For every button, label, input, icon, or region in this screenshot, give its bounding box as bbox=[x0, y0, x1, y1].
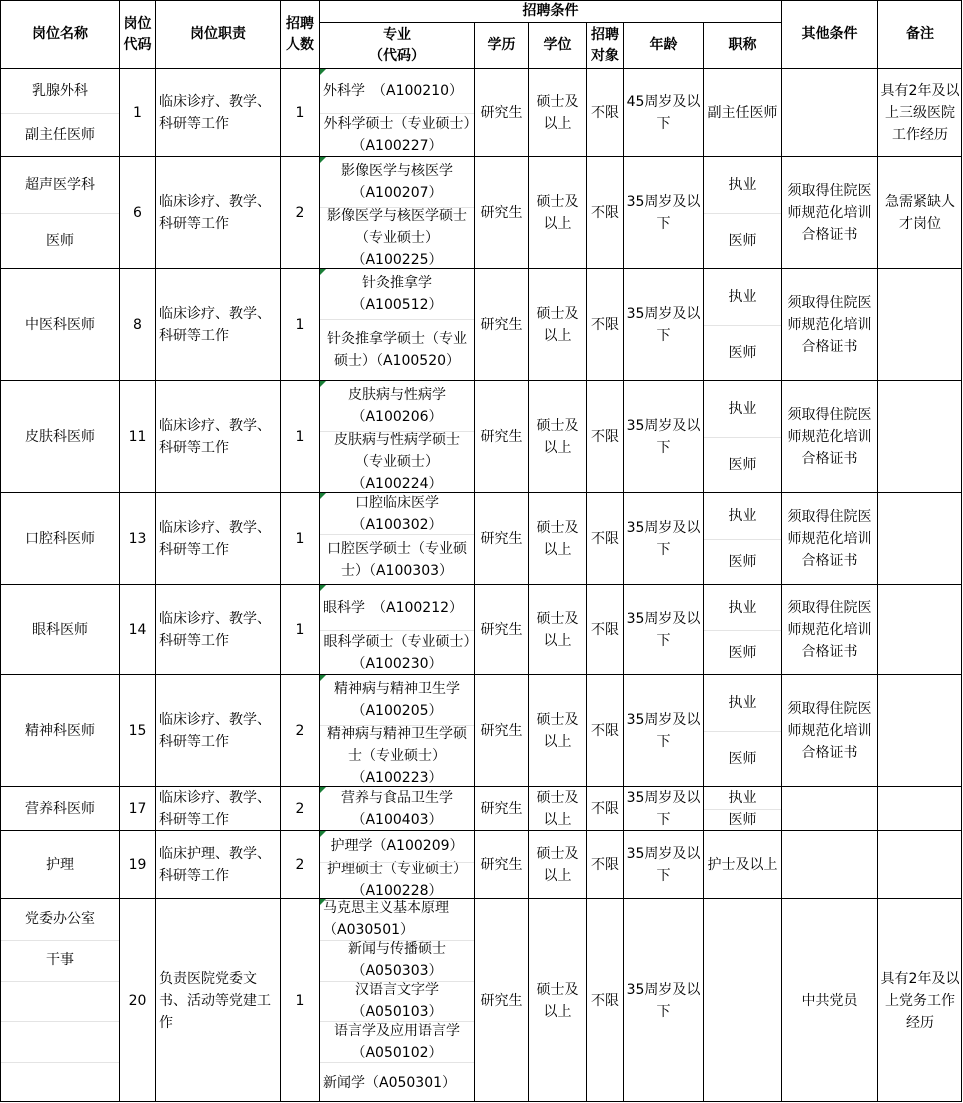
subrow-divider bbox=[704, 731, 781, 732]
title-part: 医师 bbox=[728, 233, 757, 249]
header-position-code: 岗位代码 bbox=[119, 0, 155, 68]
title-cell bbox=[703, 584, 781, 674]
subrow-divider bbox=[320, 1062, 474, 1063]
other-conditions bbox=[781, 68, 877, 156]
header-count: 招聘人数 bbox=[280, 0, 319, 68]
title-part: 医师 bbox=[728, 751, 757, 767]
major-entry: 口腔临床医学（A100302） bbox=[351, 494, 443, 533]
header-degree: 学位 bbox=[528, 22, 586, 68]
degree-value: 硕士及以上 bbox=[528, 786, 586, 830]
remark-text bbox=[877, 268, 962, 380]
subrow-divider bbox=[320, 207, 474, 208]
major-entry: 口腔医学硕士（专业硕士）（A100303） bbox=[327, 540, 467, 579]
duty-text: 临床诊疗、教学、科研等工作 bbox=[155, 268, 280, 380]
duty-text: 临床护理、教学、科研等工作 bbox=[155, 830, 280, 898]
remark-text: 急需紧缺人才岗位 bbox=[877, 156, 962, 268]
title-part: 执业 bbox=[728, 401, 757, 417]
position-code: 14 bbox=[119, 584, 155, 674]
position-name: 眼科医师 bbox=[32, 621, 88, 638]
title-part: 医师 bbox=[728, 812, 757, 828]
subrow-divider bbox=[320, 319, 474, 320]
hire-count: 1 bbox=[280, 68, 319, 156]
subrow-divider bbox=[320, 725, 474, 726]
target-value: 不限 bbox=[586, 830, 623, 898]
position-name-part: 副主任医师 bbox=[25, 127, 95, 143]
hire-count: 2 bbox=[280, 674, 319, 786]
hire-count: 1 bbox=[280, 492, 319, 584]
degree-value: 硕士及以上 bbox=[528, 830, 586, 898]
hire-count: 1 bbox=[280, 268, 319, 380]
position-code: 20 bbox=[119, 898, 155, 1102]
title-cell bbox=[703, 68, 781, 156]
position-code: 6 bbox=[119, 156, 155, 268]
other-conditions bbox=[781, 786, 877, 830]
position-name-cell bbox=[0, 830, 119, 898]
title-part: 医师 bbox=[728, 554, 757, 570]
position-code: 15 bbox=[119, 674, 155, 786]
position-name-part: 干事 bbox=[46, 952, 74, 969]
title-cell bbox=[703, 492, 781, 584]
major-entry: 精神病与精神卫生学（A100205） bbox=[334, 681, 460, 720]
duty-text: 临床诊疗、教学、科研等工作 bbox=[155, 68, 280, 156]
remark-text: 具有2年及以上三级医院工作经历 bbox=[877, 68, 962, 156]
header-title: 职称 bbox=[703, 22, 781, 68]
major-entry: 针灸推拿学硕士（专业硕士）（A100520） bbox=[327, 331, 467, 370]
target-value: 不限 bbox=[586, 68, 623, 156]
target-value: 不限 bbox=[586, 268, 623, 380]
major-entry: 马克思主义基本原理（A030501） bbox=[323, 900, 449, 939]
subrow-divider bbox=[320, 981, 474, 982]
position-name-part: 乳腺外科 bbox=[32, 83, 88, 99]
header-education: 学历 bbox=[474, 22, 528, 68]
major-entry: 眼科学 （A100212） bbox=[323, 599, 464, 616]
target-value: 不限 bbox=[586, 492, 623, 584]
title-cell bbox=[703, 674, 781, 786]
duty-text: 临床诊疗、教学、科研等工作 bbox=[155, 380, 280, 492]
duty-text: 临床诊疗、教学、科研等工作 bbox=[155, 156, 280, 268]
major-cell bbox=[319, 786, 474, 830]
title-cell bbox=[703, 830, 781, 898]
major-cell bbox=[319, 898, 474, 1102]
degree-value: 硕士及以上 bbox=[528, 492, 586, 584]
major-entry: 眼科学硕士（专业硕士）（A100230） bbox=[323, 633, 471, 672]
remark-text bbox=[877, 492, 962, 584]
header-conditions: 招聘条件 bbox=[319, 0, 781, 22]
subrow-divider bbox=[704, 809, 781, 810]
subrow-divider bbox=[704, 213, 781, 214]
position-name: 护理 bbox=[46, 856, 74, 873]
major-cell bbox=[319, 492, 474, 584]
remark-text bbox=[877, 830, 962, 898]
target-value: 不限 bbox=[586, 786, 623, 830]
target-value: 不限 bbox=[586, 898, 623, 1102]
education-value: 研究生 bbox=[474, 898, 528, 1102]
header-position-name: 岗位名称 bbox=[0, 0, 119, 68]
major-entry: 新闻学（A050301） bbox=[323, 1074, 457, 1091]
age-value: 35周岁及以下 bbox=[623, 156, 703, 268]
position-code: 19 bbox=[119, 830, 155, 898]
degree-value: 硕士及以上 bbox=[528, 156, 586, 268]
major-cell bbox=[319, 830, 474, 898]
subrow-divider bbox=[320, 113, 474, 114]
major-cell bbox=[319, 268, 474, 380]
target-value: 不限 bbox=[586, 584, 623, 674]
remark-text bbox=[877, 380, 962, 492]
degree-value: 硕士及以上 bbox=[528, 584, 586, 674]
age-value: 45周岁及以下 bbox=[623, 68, 703, 156]
remark-text bbox=[877, 786, 962, 830]
target-value: 不限 bbox=[586, 156, 623, 268]
duty-text: 临床诊疗、教学、科研等工作 bbox=[155, 492, 280, 584]
hire-count: 2 bbox=[280, 156, 319, 268]
position-name: 精神科医师 bbox=[25, 722, 95, 739]
table-bottom-border bbox=[0, 1101, 962, 1102]
target-value: 不限 bbox=[586, 380, 623, 492]
subrow-divider bbox=[1, 940, 119, 941]
position-name-cell bbox=[0, 584, 119, 674]
subrow-divider bbox=[704, 325, 781, 326]
age-value: 35周岁及以下 bbox=[623, 786, 703, 830]
education-value: 研究生 bbox=[474, 156, 528, 268]
subrow-divider bbox=[1, 113, 119, 114]
subrow-divider bbox=[320, 940, 474, 941]
header-remark: 备注 bbox=[877, 0, 962, 68]
subrow-divider bbox=[320, 630, 474, 631]
subrow-divider bbox=[320, 862, 474, 863]
position-name-part bbox=[1, 1062, 119, 1102]
title-part: 执业 bbox=[728, 508, 757, 524]
position-name-part bbox=[1, 1021, 119, 1062]
header-duty: 岗位职责 bbox=[155, 0, 280, 68]
major-cell bbox=[319, 68, 474, 156]
header-target: 招聘对象 bbox=[586, 22, 623, 68]
title-part: 执业 bbox=[728, 695, 757, 711]
major-entry: 精神病与精神卫生学硕士（专业硕士）（A100223） bbox=[327, 726, 467, 786]
education-value: 研究生 bbox=[474, 674, 528, 786]
major-entry: 营养与食品卫生学（A100403） bbox=[341, 790, 453, 828]
position-code: 17 bbox=[119, 786, 155, 830]
header-major-label: 专业 bbox=[383, 26, 411, 43]
position-name-part bbox=[1, 981, 119, 1022]
position-name: 营养科医师 bbox=[25, 800, 95, 817]
position-name: 皮肤科医师 bbox=[25, 428, 95, 445]
target-value: 不限 bbox=[586, 674, 623, 786]
major-entry: 外科学 （A100210） bbox=[323, 83, 464, 99]
major-cell bbox=[319, 584, 474, 674]
other-conditions: 须取得住院医师规范化培训合格证书 bbox=[781, 674, 877, 786]
education-value: 研究生 bbox=[474, 268, 528, 380]
position-code: 11 bbox=[119, 380, 155, 492]
other-conditions: 须取得住院医师规范化培训合格证书 bbox=[781, 380, 877, 492]
subrow-divider bbox=[1, 1062, 119, 1063]
remark-text bbox=[877, 674, 962, 786]
education-value: 研究生 bbox=[474, 492, 528, 584]
title-cell bbox=[703, 786, 781, 830]
major-entry: 外科学硕士（专业硕士）（A100227） bbox=[323, 116, 471, 154]
header-age: 年龄 bbox=[623, 22, 703, 68]
position-name-cell bbox=[0, 492, 119, 584]
age-value: 35周岁及以下 bbox=[623, 674, 703, 786]
major-entry: 护理学（A100209） bbox=[330, 838, 464, 855]
subrow-divider bbox=[320, 1021, 474, 1022]
title-part: 执业 bbox=[728, 289, 757, 305]
duty-text: 临床诊疗、教学、科研等工作 bbox=[155, 674, 280, 786]
duty-text: 临床诊疗、教学、科研等工作 bbox=[155, 584, 280, 674]
hire-count: 2 bbox=[280, 830, 319, 898]
degree-value: 硕士及以上 bbox=[528, 898, 586, 1102]
hire-count: 1 bbox=[280, 380, 319, 492]
title-cell bbox=[703, 898, 781, 1102]
remark-text: 具有2年及以上党务工作经历 bbox=[877, 898, 962, 1102]
major-cell bbox=[319, 674, 474, 786]
major-entry: 护理硕士（专业硕士）（A100228） bbox=[327, 861, 467, 898]
major-entry: 影像医学与核医学（A100207） bbox=[341, 163, 453, 202]
duty-text: 临床诊疗、教学、科研等工作 bbox=[155, 786, 280, 830]
education-value: 研究生 bbox=[474, 786, 528, 830]
degree-value: 硕士及以上 bbox=[528, 268, 586, 380]
subrow-divider bbox=[320, 431, 474, 432]
education-value: 研究生 bbox=[474, 584, 528, 674]
duty-text: 负责医院党委文书、活动等党建工作 bbox=[155, 898, 280, 1102]
header-major-code-label: （代码） bbox=[369, 47, 425, 64]
other-conditions: 须取得住院医师规范化培训合格证书 bbox=[781, 492, 877, 584]
education-value: 研究生 bbox=[474, 380, 528, 492]
other-conditions: 须取得住院医师规范化培训合格证书 bbox=[781, 156, 877, 268]
title-part: 医师 bbox=[728, 345, 757, 361]
major-entry: 皮肤病与性病学（A100206） bbox=[348, 387, 446, 426]
position-code: 8 bbox=[119, 268, 155, 380]
position-name-cell bbox=[0, 68, 119, 156]
major-entry: 汉语言文字学（A050103） bbox=[351, 982, 443, 1020]
major-entry: 皮肤病与性病学硕士（专业硕士）（A100224） bbox=[334, 432, 460, 492]
age-value: 35周岁及以下 bbox=[623, 584, 703, 674]
education-value: 研究生 bbox=[474, 68, 528, 156]
position-name: 中医科医师 bbox=[25, 316, 95, 333]
degree-value: 硕士及以上 bbox=[528, 68, 586, 156]
major-entry: 语言学及应用语言学（A050102） bbox=[334, 1022, 460, 1061]
header-major bbox=[319, 22, 474, 68]
education-value: 研究生 bbox=[474, 830, 528, 898]
other-conditions: 中共党员 bbox=[781, 898, 877, 1102]
position-code: 1 bbox=[119, 68, 155, 156]
subrow-divider bbox=[704, 630, 781, 631]
major-cell bbox=[319, 156, 474, 268]
position-name-part: 医师 bbox=[46, 233, 74, 249]
table-right-border bbox=[961, 1, 962, 1102]
title-cell bbox=[703, 156, 781, 268]
title-cell bbox=[703, 268, 781, 380]
position-name-cell bbox=[0, 898, 119, 1102]
title-part: 医师 bbox=[728, 457, 757, 473]
hire-count: 1 bbox=[280, 584, 319, 674]
degree-value: 硕士及以上 bbox=[528, 674, 586, 786]
subrow-divider bbox=[704, 539, 781, 540]
hire-count: 2 bbox=[280, 786, 319, 830]
subrow-divider bbox=[320, 534, 474, 535]
position-name-part: 超声医学科 bbox=[25, 177, 95, 193]
title-part: 执业 bbox=[728, 177, 757, 193]
title-part: 医师 bbox=[728, 644, 757, 661]
title-part: 执业 bbox=[728, 790, 757, 806]
major-entry: 影像医学与核医学硕士（专业硕士）（A100225） bbox=[327, 208, 467, 268]
other-conditions: 须取得住院医师规范化培训合格证书 bbox=[781, 584, 877, 674]
other-conditions: 须取得住院医师规范化培训合格证书 bbox=[781, 268, 877, 380]
title-cell bbox=[703, 380, 781, 492]
position-name-cell bbox=[0, 674, 119, 786]
title-value: 护士及以上 bbox=[707, 856, 778, 873]
header-other: 其他条件 bbox=[781, 0, 877, 68]
position-name-cell bbox=[0, 156, 119, 268]
remark-text bbox=[877, 584, 962, 674]
age-value: 35周岁及以下 bbox=[623, 830, 703, 898]
subrow-divider bbox=[1, 981, 119, 982]
position-name-part: 党委办公室 bbox=[25, 911, 95, 928]
position-code: 13 bbox=[119, 492, 155, 584]
major-cell bbox=[319, 380, 474, 492]
major-entry: 针灸推拿学（A100512） bbox=[351, 275, 443, 314]
position-name: 口腔科医师 bbox=[25, 530, 95, 547]
subrow-divider bbox=[1, 1021, 119, 1022]
major-entry: 新闻与传播硕士（A050303） bbox=[348, 941, 446, 980]
subrow-divider bbox=[704, 437, 781, 438]
position-name-cell bbox=[0, 268, 119, 380]
title-part: 执业 bbox=[728, 599, 757, 616]
title-value: 副主任医师 bbox=[707, 104, 778, 121]
degree-value: 硕士及以上 bbox=[528, 380, 586, 492]
age-value: 35周岁及以下 bbox=[623, 898, 703, 1102]
age-value: 35周岁及以下 bbox=[623, 268, 703, 380]
other-conditions bbox=[781, 830, 877, 898]
position-name-cell bbox=[0, 786, 119, 830]
age-value: 35周岁及以下 bbox=[623, 380, 703, 492]
hire-count: 1 bbox=[280, 898, 319, 1102]
subrow-divider bbox=[1, 213, 119, 214]
position-name-cell bbox=[0, 380, 119, 492]
age-value: 35周岁及以下 bbox=[623, 492, 703, 584]
